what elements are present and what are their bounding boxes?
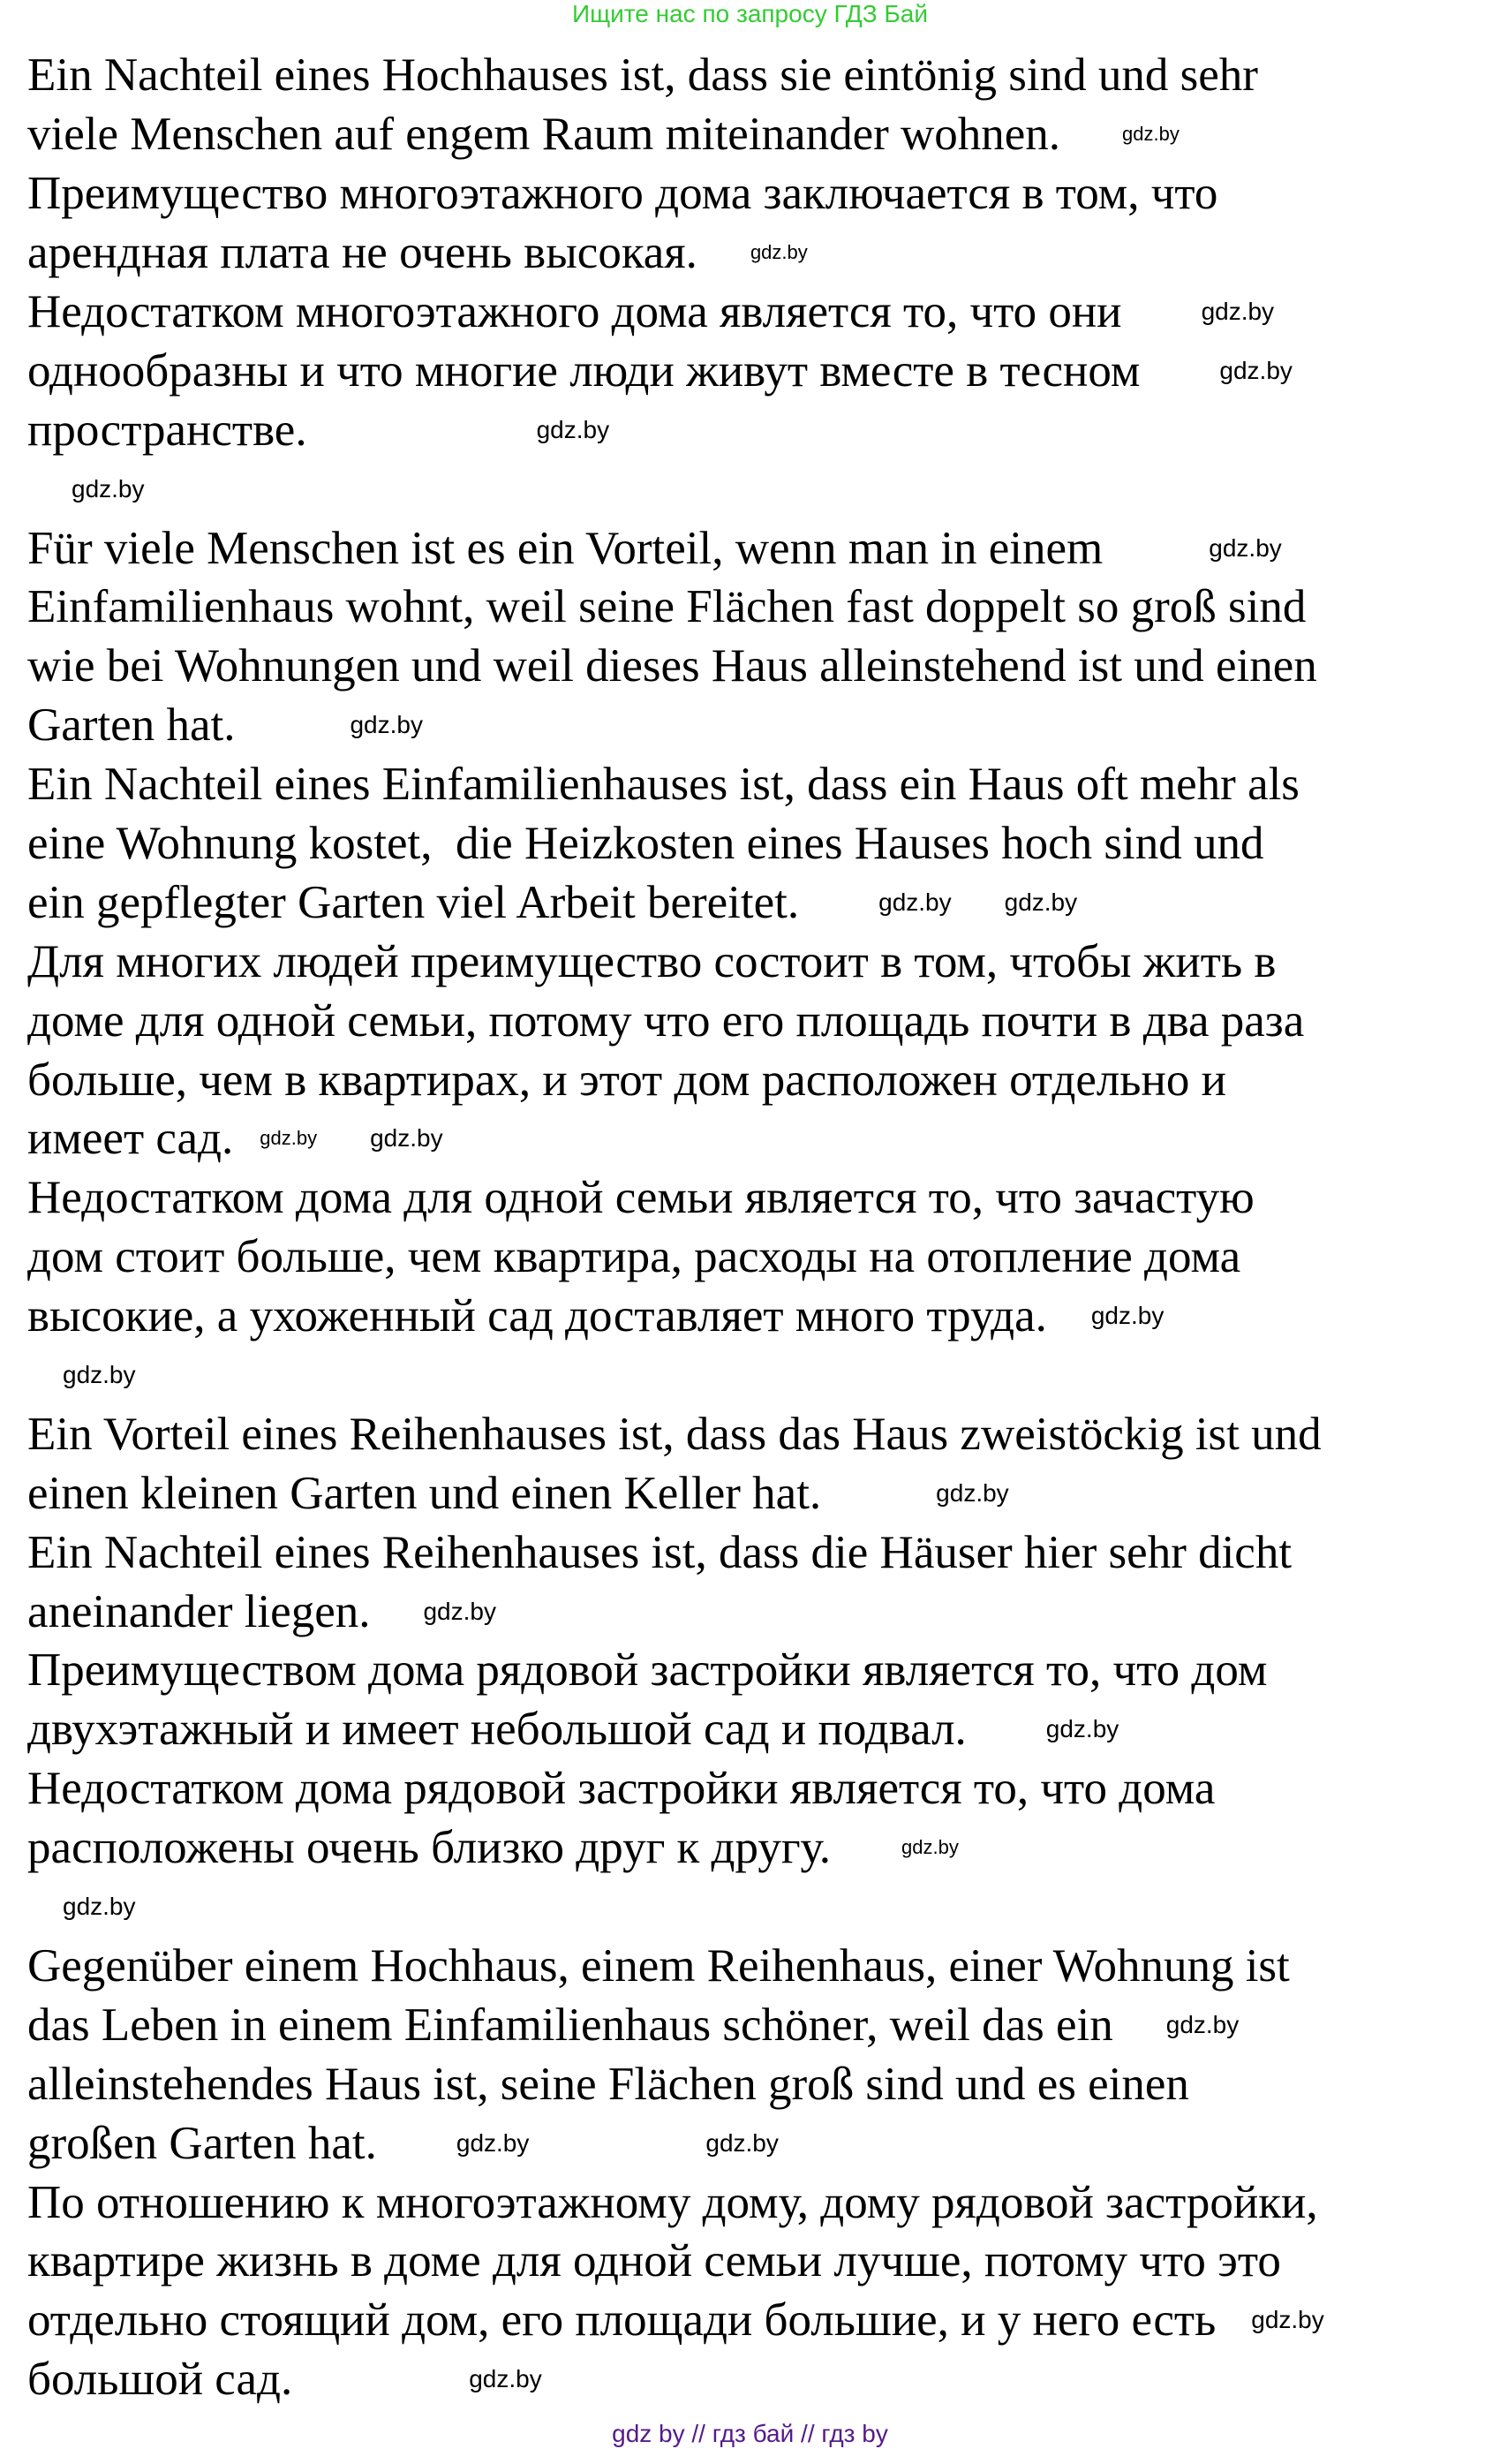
text-row — [27, 1523, 1493, 1582]
text-row — [27, 2350, 1493, 2409]
blank-row — [27, 1346, 1493, 1405]
text-line: ein gepflegter Garten viel Arbeit bereitet. — [27, 876, 800, 928]
site-footer: gdz by // гдз бай // гдз by — [612, 2420, 888, 2447]
watermark: gdz.by — [423, 1597, 496, 1625]
text-line: больше, чем в квартирах, и этот дом расположен отдельно и — [27, 1054, 1226, 1106]
text-line: einen kleinen Garten und einen Keller hat. — [27, 1467, 822, 1519]
text-row — [27, 578, 1493, 637]
text-row — [27, 105, 1493, 164]
text-line: доме для одной семьи, потому что его площадь почти в два раза — [27, 994, 1305, 1047]
text-line: Ein Nachteil eines Einfamilienhauses ist, dass ein Haus oft mehr als — [27, 759, 1300, 811]
text-line: Garten hat. — [27, 699, 236, 752]
text-line: alleinstehendes Haus ist, seine Flächen groß sind und es einen — [27, 2058, 1189, 2110]
watermark: gdz.by — [536, 415, 610, 443]
text-row — [27, 341, 1493, 400]
text-row — [27, 1759, 1493, 1818]
watermark: gdz.by — [1219, 356, 1293, 384]
text-line: арендная плата не очень высокая. — [27, 227, 697, 279]
text-row — [27, 1937, 1493, 1996]
watermark: gdz.by — [750, 241, 808, 264]
text-line: Преимуществом дома рядовой застройки является то, что дом — [27, 1644, 1268, 1697]
text-row — [27, 1582, 1493, 1641]
watermark: gdz.by — [1165, 2010, 1240, 2038]
text-line: расположены очень близко друг к другу. — [27, 1822, 832, 1874]
watermark: gdz.by — [63, 1893, 136, 1921]
text-row — [27, 873, 1493, 932]
watermark: gdz.by — [456, 2128, 530, 2157]
text-line: высокие, а ухоженный сад доставляет много труда. — [27, 1290, 1047, 1342]
watermark: gdz.by — [936, 1478, 1009, 1507]
text-row — [27, 1404, 1493, 1463]
text-row — [27, 696, 1493, 755]
text-line: квартире жизнь в доме для одной семьи лучше, потому что это — [27, 2235, 1281, 2287]
text-line: имеет сад. — [27, 1113, 234, 1165]
text-row — [27, 1228, 1493, 1287]
watermark: gdz.by — [1045, 1715, 1119, 1743]
watermark: gdz.by — [469, 2365, 542, 2393]
text-row — [27, 2173, 1493, 2232]
text-line: Преимущество многоэтажного дома заключается в том, что — [27, 168, 1218, 220]
text-line: Einfamilienhaus wohnt, weil seine Flächen fast doppelt so groß sind — [27, 581, 1307, 633]
text-line: Ein Vorteil eines Reihenhauses ist, dass das Haus zweistöckig ist und — [27, 1408, 1322, 1460]
watermark: gdz.by — [260, 1127, 318, 1150]
text-line: Недостатком многоэтажного дома является то, что они — [27, 286, 1122, 337]
watermark: gdz.by — [1201, 298, 1275, 325]
text-row — [27, 2232, 1493, 2291]
text-row — [27, 518, 1493, 578]
text-line: großen Garten hat. — [27, 2117, 377, 2169]
text-line: Ein Nachteil eines Reihenhauses ist, dass die Häuser hier sehr dicht — [27, 1526, 1293, 1578]
text-row — [27, 1109, 1493, 1168]
text-line: двухэтажный и имеет небольшой сад и подвал. — [27, 1704, 967, 1756]
blank-row — [27, 459, 1493, 518]
watermark: gdz.by — [350, 711, 423, 739]
text-row — [27, 1641, 1493, 1700]
watermark: gdz.by — [63, 1361, 136, 1389]
watermark: gdz.by — [72, 474, 145, 503]
text-line: отдельно стоящий дом, его площади большие, и у него есть — [27, 2294, 1217, 2347]
text-row — [27, 2054, 1493, 2113]
text-row — [27, 1818, 1493, 1878]
text-row — [27, 46, 1493, 105]
text-row — [27, 223, 1493, 283]
text-line: Недостатком дома для одной семьи является то, что зачастую — [27, 1172, 1255, 1224]
text-line: das Leben in einem Einfamilienhaus schöner, weil das ein — [27, 1999, 1113, 2051]
text-row — [27, 1995, 1493, 2054]
text-line: дом стоит больше, чем квартира, расходы на отопление дома — [27, 1231, 1241, 1283]
watermark: gdz.by — [1090, 1302, 1165, 1330]
text-row — [27, 637, 1493, 696]
text-row — [27, 814, 1493, 873]
text-line: wie bei Wohnungen und weil dieses Haus alleinstehend ist und einen — [27, 640, 1317, 692]
text-row — [27, 755, 1493, 814]
text-row — [27, 1463, 1493, 1523]
watermark: gdz.by — [1004, 888, 1078, 916]
text-line: однообразны и что многие люди живут вместе в тесном — [27, 344, 1141, 397]
text-line: Für viele Menschen ist es ein Vorteil, wenn man in einem — [27, 522, 1104, 574]
text-line: Ein Nachteil eines Hochhauses ist, dass sie eintönig sind und sehr — [27, 49, 1258, 102]
text-line: eine Wohnung kostet, die Heizkosten eines Hauses hoch sind und — [27, 818, 1264, 870]
search-hint-header: Ищите нас по запросу ГДЗ Бай — [571, 0, 929, 27]
text-row — [27, 400, 1493, 459]
watermark: gdz.by — [1209, 533, 1282, 562]
text-row — [27, 1050, 1493, 1109]
text-row — [27, 2113, 1493, 2173]
text-row — [27, 164, 1493, 223]
watermark: gdz.by — [370, 1124, 443, 1153]
answer-text — [27, 46, 1493, 2409]
watermark: gdz.by — [705, 2128, 779, 2157]
text-row — [27, 1287, 1493, 1346]
text-row — [27, 932, 1493, 991]
text-line: viele Menschen auf engem Raum miteinander wohnen. — [27, 109, 1061, 161]
text-row — [27, 2291, 1493, 2350]
watermark: gdz.by — [1251, 2306, 1324, 2334]
text-line: Недостатком дома рядовой застройки является то, что дома — [27, 1763, 1216, 1815]
blank-row — [27, 1878, 1493, 1937]
text-line: большой сад. — [27, 2354, 293, 2406]
text-line: По отношению к многоэтажному дому, дому рядовой застройки, — [27, 2176, 1318, 2228]
watermark: gdz.by — [878, 888, 952, 916]
watermark: gdz.by — [901, 1836, 959, 1859]
text-line: Для многих людей преимущество состоит в том, чтобы жить в — [27, 935, 1277, 987]
text-line: Gegenüber einem Hochhaus, einem Reihenhaus, einer Wohnung ist — [27, 1939, 1290, 1992]
text-row — [27, 283, 1493, 342]
text-row — [27, 1168, 1493, 1228]
text-row — [27, 991, 1493, 1050]
text-row — [27, 1700, 1493, 1759]
text-line: пространстве. — [27, 404, 307, 456]
watermark: gdz.by — [1122, 123, 1180, 146]
text-line: aneinander liegen. — [27, 1585, 371, 1637]
